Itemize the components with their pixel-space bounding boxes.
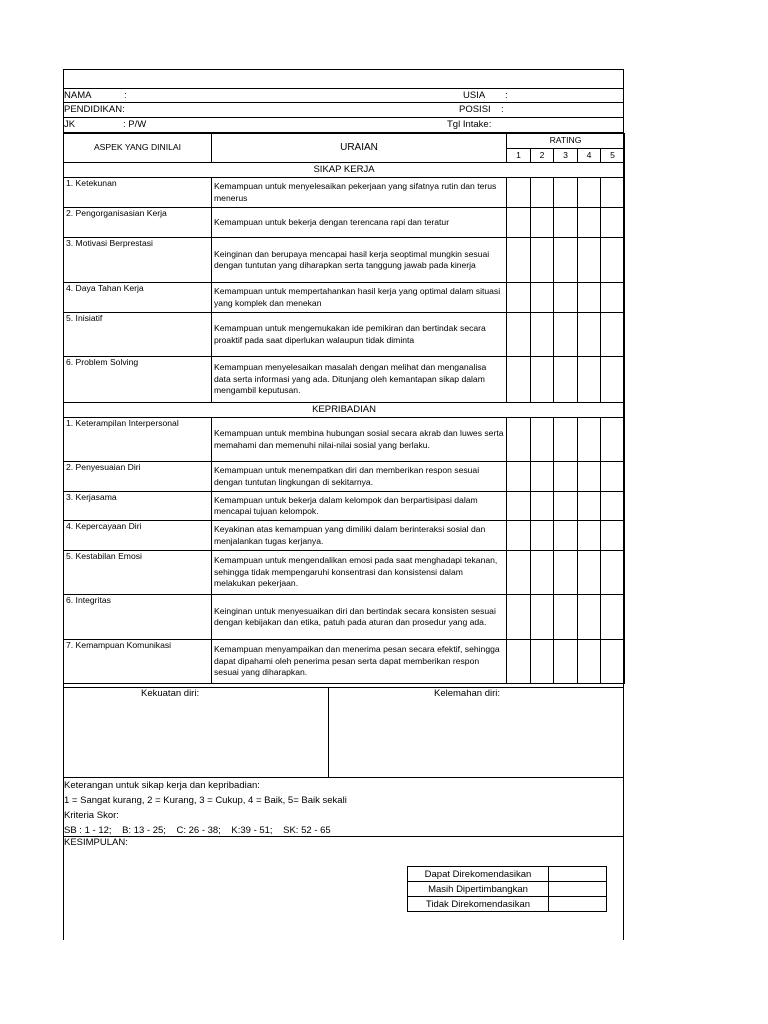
section-kepribadian: KEPRIBADIAN bbox=[64, 403, 625, 418]
rating-cell[interactable] bbox=[531, 492, 554, 521]
table-row bbox=[64, 357, 625, 403]
rating-cell[interactable] bbox=[531, 208, 554, 238]
usia-colon: : bbox=[505, 90, 508, 101]
rating-cell[interactable] bbox=[554, 521, 578, 551]
rating-cell[interactable] bbox=[601, 462, 625, 492]
nama-colon: : bbox=[124, 90, 127, 101]
rating-cell[interactable] bbox=[531, 238, 554, 283]
notes-line: Kriteria Skor: bbox=[64, 810, 119, 821]
rating-cell[interactable] bbox=[601, 313, 625, 357]
posisi-colon: : bbox=[501, 104, 504, 115]
rating-cell[interactable] bbox=[578, 178, 601, 208]
row-jk bbox=[63, 118, 624, 133]
usia-label: USIA bbox=[463, 90, 486, 101]
aspek-cell: 2. Penyesuaian Diri bbox=[64, 462, 212, 492]
rating-cell[interactable] bbox=[554, 595, 578, 640]
rating-cell[interactable] bbox=[531, 418, 554, 462]
rating-cell[interactable] bbox=[554, 640, 578, 684]
rating-cell[interactable] bbox=[601, 283, 625, 313]
row-nama bbox=[63, 88, 624, 103]
uraian-cell: Kemampuan untuk bekerja dalam kelompok dan berpartisipasi dalam mencapai tujuan kelompok. bbox=[212, 492, 507, 521]
rating-cell[interactable] bbox=[601, 178, 625, 208]
rating-cell[interactable] bbox=[531, 462, 554, 492]
uraian-cell: Kemampuan menyampaikan dan menerima pesan secara efektif, sehingga dapat dipahami oleh penerima pesan serta dapat memberikan respon sesuai yang diharapkan. bbox=[212, 640, 507, 684]
recommendation-checkbox[interactable] bbox=[549, 882, 607, 897]
rating-cell[interactable] bbox=[601, 595, 625, 640]
aspek-cell: 4. Kepercayaan Diri bbox=[64, 521, 212, 551]
rating-cell[interactable] bbox=[554, 238, 578, 283]
notes-line: SB : 1 - 12; B: 13 - 25; C: 26 - 38; K:39 - 51; SK: 52 - 65 bbox=[64, 825, 331, 836]
uraian-cell: Kemampuan untuk mengemukakan ide pemikiran dan bertindak secara proaktif pada saat diperlukan walaupun tidak diminta bbox=[212, 313, 507, 357]
nama-label: NAMA bbox=[64, 90, 92, 101]
notes bbox=[64, 778, 347, 838]
rating-cell[interactable] bbox=[601, 418, 625, 462]
uraian-cell: Keyakinan atas kemampuan yang dimiliki dalam berinteraksi sosial dan menjalankan tugas kerjanya. bbox=[212, 521, 507, 551]
aspek-cell: 6. Problem Solving bbox=[64, 357, 212, 403]
posisi-label: POSISI bbox=[459, 104, 491, 115]
rating-cell[interactable] bbox=[601, 551, 625, 595]
rating-cell[interactable] bbox=[554, 551, 578, 595]
uraian-cell: Kemampuan untuk mempertahankan hasil kerja yang optimal dalam situasi yang komplek dan menekan bbox=[212, 283, 507, 313]
rating-cell[interactable] bbox=[578, 418, 601, 462]
rating-cell[interactable] bbox=[578, 238, 601, 283]
table-row bbox=[64, 238, 625, 283]
rating-cell[interactable] bbox=[578, 462, 601, 492]
divider bbox=[328, 688, 329, 777]
rating-cell[interactable] bbox=[531, 283, 554, 313]
rating-cell[interactable] bbox=[554, 492, 578, 521]
rating-cell[interactable] bbox=[578, 521, 601, 551]
rating-cell[interactable] bbox=[507, 283, 531, 313]
rating-cell[interactable] bbox=[578, 208, 601, 238]
divider bbox=[63, 836, 624, 837]
rating-cell[interactable] bbox=[601, 208, 625, 238]
recommendation-label: Tidak Direkomendasikan bbox=[408, 897, 549, 912]
rating-cell[interactable] bbox=[601, 492, 625, 521]
rating-cell[interactable] bbox=[507, 178, 531, 208]
rating-number: 1 bbox=[507, 149, 531, 163]
col-rating-header: RATING bbox=[507, 134, 625, 149]
uraian-cell: Keinginan dan berupaya mencapai hasil kerja seoptimal mungkin sesuai dengan tuntutan yang diharapkan serta tanggung jawab pada kinerja bbox=[212, 238, 507, 283]
uraian-cell: Kemampuan untuk bekerja dengan terencana rapi dan teratur bbox=[212, 208, 507, 238]
table-row bbox=[64, 551, 625, 595]
uraian-cell: Kemampuan menyelesaikan masalah dengan melihat dan menganalisa data serta informasi yang ada. Ditunjang oleh kemantapan sikap dalam mengambil keputusan. bbox=[212, 357, 507, 403]
kekuatan-label: Kekuatan diri: bbox=[141, 688, 200, 699]
aspek-cell: 7. Kemampuan Komunikasi bbox=[64, 640, 212, 684]
rating-cell[interactable] bbox=[554, 357, 578, 403]
uraian-cell: Kemampuan untuk membina hubungan sosial secara akrab dan luwes serta memahami dan memenuhi nilai-nilai sosial yang berlaku. bbox=[212, 418, 507, 462]
table-row bbox=[64, 640, 625, 684]
rating-cell[interactable] bbox=[507, 521, 531, 551]
rating-cell[interactable] bbox=[507, 462, 531, 492]
rating-cell[interactable] bbox=[531, 551, 554, 595]
rating-cell[interactable] bbox=[531, 595, 554, 640]
rating-cell[interactable] bbox=[507, 492, 531, 521]
recommendation-checkbox[interactable] bbox=[549, 867, 607, 882]
rating-cell[interactable] bbox=[507, 357, 531, 403]
rating-cell[interactable] bbox=[507, 238, 531, 283]
rating-cell[interactable] bbox=[507, 208, 531, 238]
rating-number: 3 bbox=[554, 149, 578, 163]
rating-cell[interactable] bbox=[578, 357, 601, 403]
notes-line: 1 = Sangat kurang, 2 = Kurang, 3 = Cukup, 4 = Baik, 5= Baik sekali bbox=[64, 795, 347, 806]
rating-cell[interactable] bbox=[507, 551, 531, 595]
tgl-intake-label: Tgl Intake: bbox=[447, 119, 492, 130]
rating-number: 5 bbox=[601, 149, 625, 163]
rating-cell[interactable] bbox=[554, 208, 578, 238]
aspek-cell: 2. Pengorganisasian Kerja bbox=[64, 208, 212, 238]
uraian-cell: Keinginan untuk menyesuaikan diri dan bertindak secara konsisten sesuai dengan kebijakan dan etika, patuh pada aturan dan prosedur yang ada. bbox=[212, 595, 507, 640]
pendidikan-label: PENDIDIKAN: bbox=[64, 104, 125, 115]
jk-value: : P/W bbox=[123, 119, 147, 130]
rating-cell[interactable] bbox=[531, 178, 554, 208]
rating-cell[interactable] bbox=[601, 521, 625, 551]
rating-cell[interactable] bbox=[531, 640, 554, 684]
recommendation-label: Dapat Direkomendasikan bbox=[408, 867, 549, 882]
rating-cell[interactable] bbox=[531, 313, 554, 357]
rating-cell[interactable] bbox=[507, 418, 531, 462]
uraian-cell: Kemampuan untuk menempatkan diri dan memberikan respon sesuai dengan tuntutan lingkungan di sekitarnya. bbox=[212, 462, 507, 492]
section-sikap-kerja: SIKAP KERJA bbox=[64, 163, 625, 178]
kelemahan-label: Kelemahan diri: bbox=[434, 688, 501, 699]
table-row bbox=[64, 462, 625, 492]
table-row bbox=[64, 208, 625, 238]
rating-cell[interactable] bbox=[531, 357, 554, 403]
table-row bbox=[64, 313, 625, 357]
rating-cell[interactable] bbox=[578, 313, 601, 357]
notes-line: Keterangan untuk sikap kerja dan kepribadian: bbox=[64, 780, 260, 791]
aspek-cell: 5. Kestabilan Emosi bbox=[64, 551, 212, 595]
aspek-cell: 3. Kerjasama bbox=[64, 492, 212, 521]
rating-cell[interactable] bbox=[578, 640, 601, 684]
rating-cell[interactable] bbox=[578, 492, 601, 521]
rating-cell[interactable] bbox=[554, 283, 578, 313]
rating-cell[interactable] bbox=[578, 551, 601, 595]
table-row bbox=[64, 492, 625, 521]
rating-cell[interactable] bbox=[601, 238, 625, 283]
aspek-cell: 1. Ketekunan bbox=[64, 178, 212, 208]
rating-cell[interactable] bbox=[554, 462, 578, 492]
aspek-cell: 1. Keterampilan Interpersonal bbox=[64, 418, 212, 462]
rating-cell[interactable] bbox=[554, 313, 578, 357]
jk-label: JK bbox=[64, 119, 76, 130]
rating-cell[interactable] bbox=[531, 521, 554, 551]
rating-cell[interactable] bbox=[507, 313, 531, 357]
recommendation-label: Masih Dipertimbangkan bbox=[408, 882, 549, 897]
rating-number: 4 bbox=[578, 149, 601, 163]
rating-cell[interactable] bbox=[578, 595, 601, 640]
table-row bbox=[64, 178, 625, 208]
col-aspek-header: ASPEK YANG DINILAI bbox=[64, 134, 212, 163]
rating-cell[interactable] bbox=[578, 283, 601, 313]
uraian-cell: Kemampuan untuk menyelesaikan pekerjaan yang sifatnya rutin dan terus menerus bbox=[212, 178, 507, 208]
strengths-weaknesses-box bbox=[63, 687, 624, 778]
aspek-cell: 4. Daya Tahan Kerja bbox=[64, 283, 212, 313]
recommendation-checkbox[interactable] bbox=[549, 897, 607, 912]
uraian-cell: Kemampuan untuk mengendalikan emosi pada saat menghadapi tekanan, sehingga tidak mempengaruhi konsentrasi dan konsistensi dalam melakukan pekerjaan. bbox=[212, 551, 507, 595]
kesimpulan-label: KESIMPULAN: bbox=[64, 837, 128, 848]
rating-cell[interactable] bbox=[554, 418, 578, 462]
recommendation-table bbox=[407, 866, 607, 912]
rating-number: 2 bbox=[531, 149, 554, 163]
rating-cell[interactable] bbox=[554, 178, 578, 208]
aspek-cell: 5. Inisiatif bbox=[64, 313, 212, 357]
rating-cell[interactable] bbox=[507, 640, 531, 684]
rating-cell[interactable] bbox=[601, 640, 625, 684]
rating-cell[interactable] bbox=[601, 357, 625, 403]
table-row bbox=[64, 595, 625, 640]
aspek-cell: 3. Motivasi Berprestasi bbox=[64, 238, 212, 283]
table-row bbox=[64, 283, 625, 313]
row-pendidikan bbox=[63, 103, 624, 118]
aspek-cell: 6. Integritas bbox=[64, 595, 212, 640]
rating-cell[interactable] bbox=[507, 595, 531, 640]
table-row bbox=[64, 418, 625, 462]
assessment-table bbox=[63, 133, 625, 684]
table-row bbox=[64, 521, 625, 551]
col-uraian-header: URAIAN bbox=[212, 134, 507, 163]
